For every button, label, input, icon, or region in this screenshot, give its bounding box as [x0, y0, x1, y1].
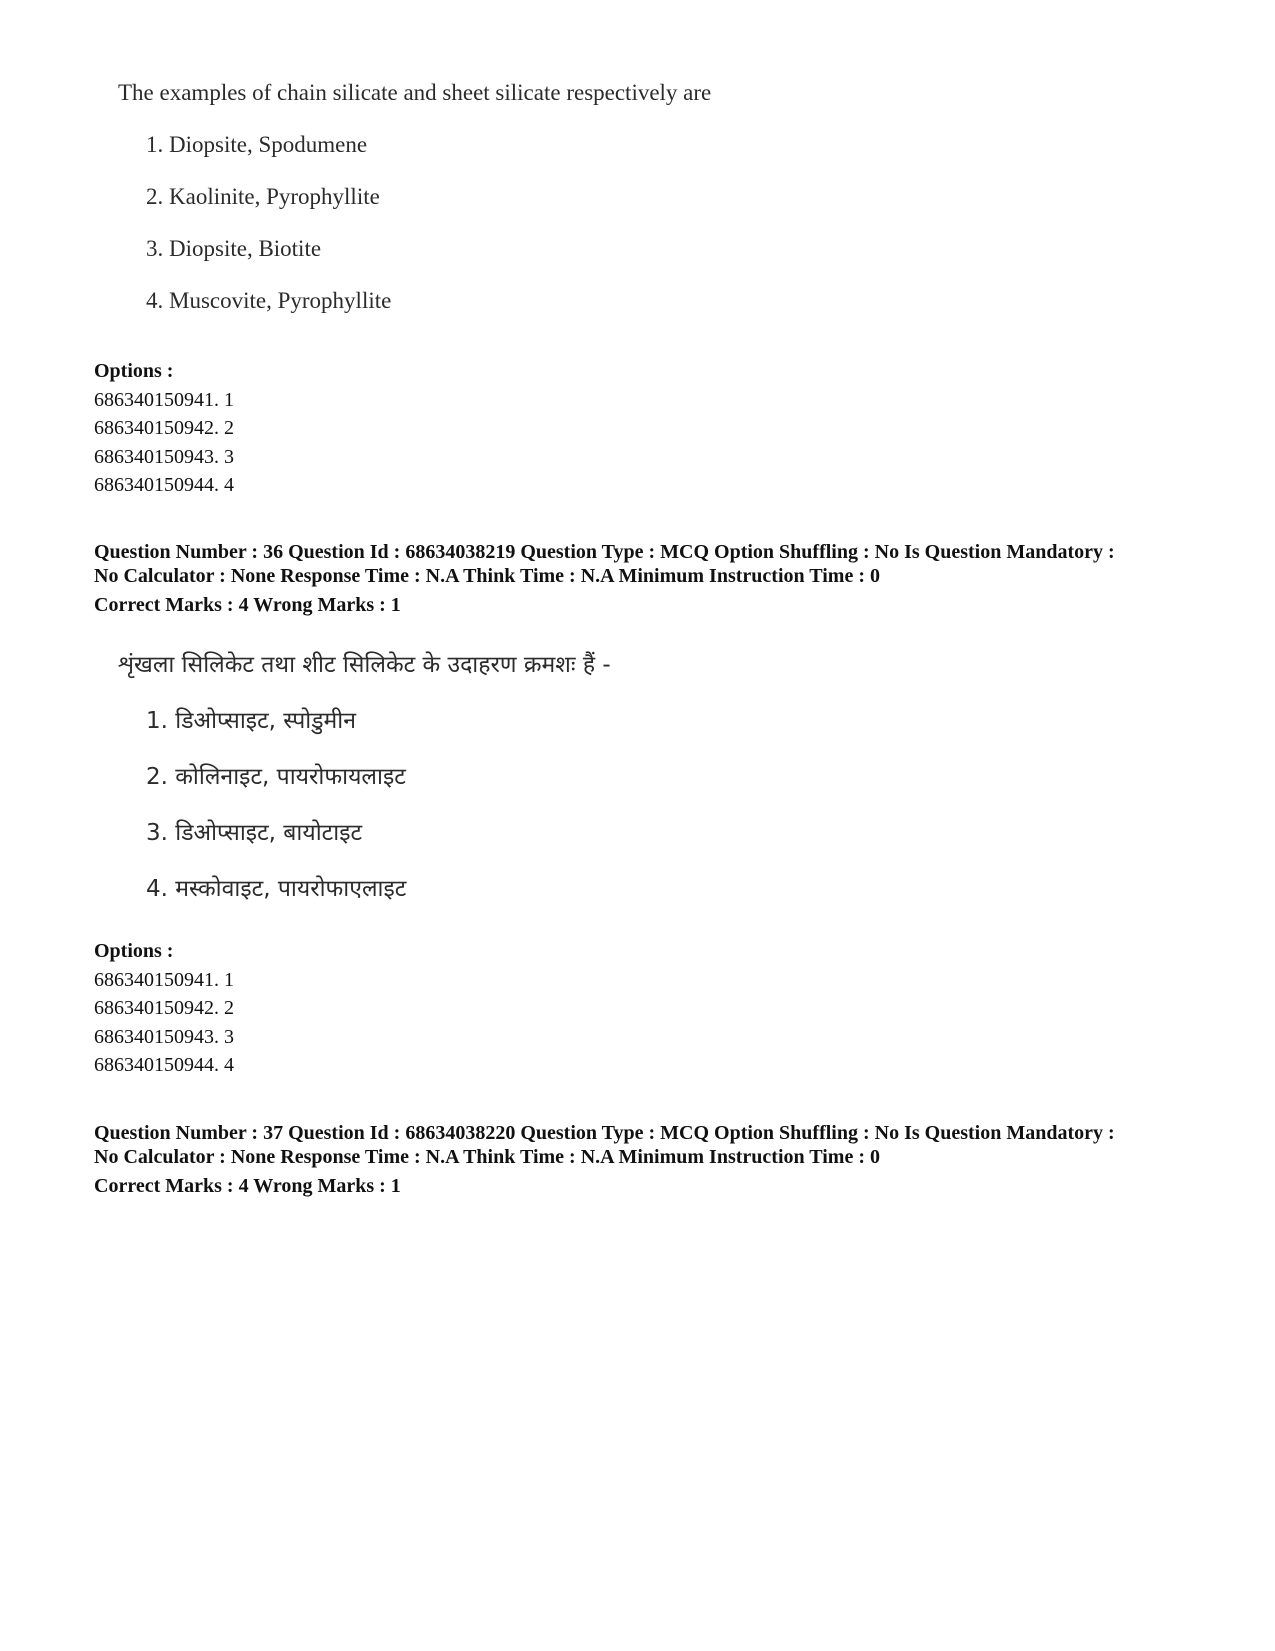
question-option-4-hindi: 4. मस्कोवाइट, पायरोफाएलाइट	[146, 876, 407, 902]
question-meta-line: Question Number : 37 Question Id : 68634038220 Question Type : MCQ Option Shuffling : No Is Question Mandatory :	[94, 1122, 1115, 1144]
option-id-row: 686340150942. 2	[94, 997, 234, 1019]
question-option-3-hindi: 3. डिओप्साइट, बायोटाइट	[146, 820, 363, 846]
question-image-hindi	[118, 648, 611, 906]
option-id-row: 686340150941. 1	[94, 968, 234, 991]
option-id-row: 686340150941. 1	[94, 388, 234, 411]
option-id-row: 686340150943. 3	[94, 1025, 234, 1048]
question-option-3: 3. Diopsite, Biotite	[146, 236, 322, 261]
question-marks: Correct Marks : 4 Wrong Marks : 1	[94, 594, 401, 616]
question-option-4: 4. Muscovite, Pyrophyllite	[146, 288, 392, 313]
question-meta-line: No Calculator : None Response Time : N.A Think Time : N.A Minimum Instruction Time : 0	[94, 1146, 880, 1168]
question-marks: Correct Marks : 4 Wrong Marks : 1	[94, 1175, 401, 1197]
question-option-2: 2. Kaolinite, Pyrophyllite	[146, 184, 380, 209]
option-id-row: 686340150944. 4	[94, 474, 234, 496]
option-id-row: 686340150943. 3	[94, 445, 234, 468]
question-option-2-hindi: 2. कोलिनाइट, पायरोफायलाइट	[146, 764, 406, 790]
question-stem: The examples of chain silicate and sheet silicate respectively are	[118, 80, 712, 105]
options-block	[94, 937, 234, 1080]
question-option-1-hindi: 1. डिओप्साइट, स्पोडुमीन	[146, 708, 357, 734]
options-block	[94, 357, 234, 500]
question-meta-36	[94, 540, 1214, 617]
question-meta-line: Question Number : 36 Question Id : 68634038219 Question Type : MCQ Option Shuffling : No Is Question Mandatory :	[94, 541, 1115, 563]
question-option-1: 1. Diopsite, Spodumene	[146, 132, 368, 157]
question-meta-37	[94, 1121, 1214, 1198]
question-stem-hindi: शृंखला सिलिकेट तथा शीट सिलिकेट के उदाहरण क्रमशः हैं -	[118, 652, 611, 678]
options-label: Options :	[94, 940, 174, 962]
question-image-english	[118, 78, 711, 316]
options-label: Options :	[94, 360, 174, 382]
option-id-row: 686340150942. 2	[94, 417, 234, 439]
option-id-row: 686340150944. 4	[94, 1054, 234, 1076]
question-meta-line: No Calculator : None Response Time : N.A Think Time : N.A Minimum Instruction Time : 0	[94, 565, 880, 587]
